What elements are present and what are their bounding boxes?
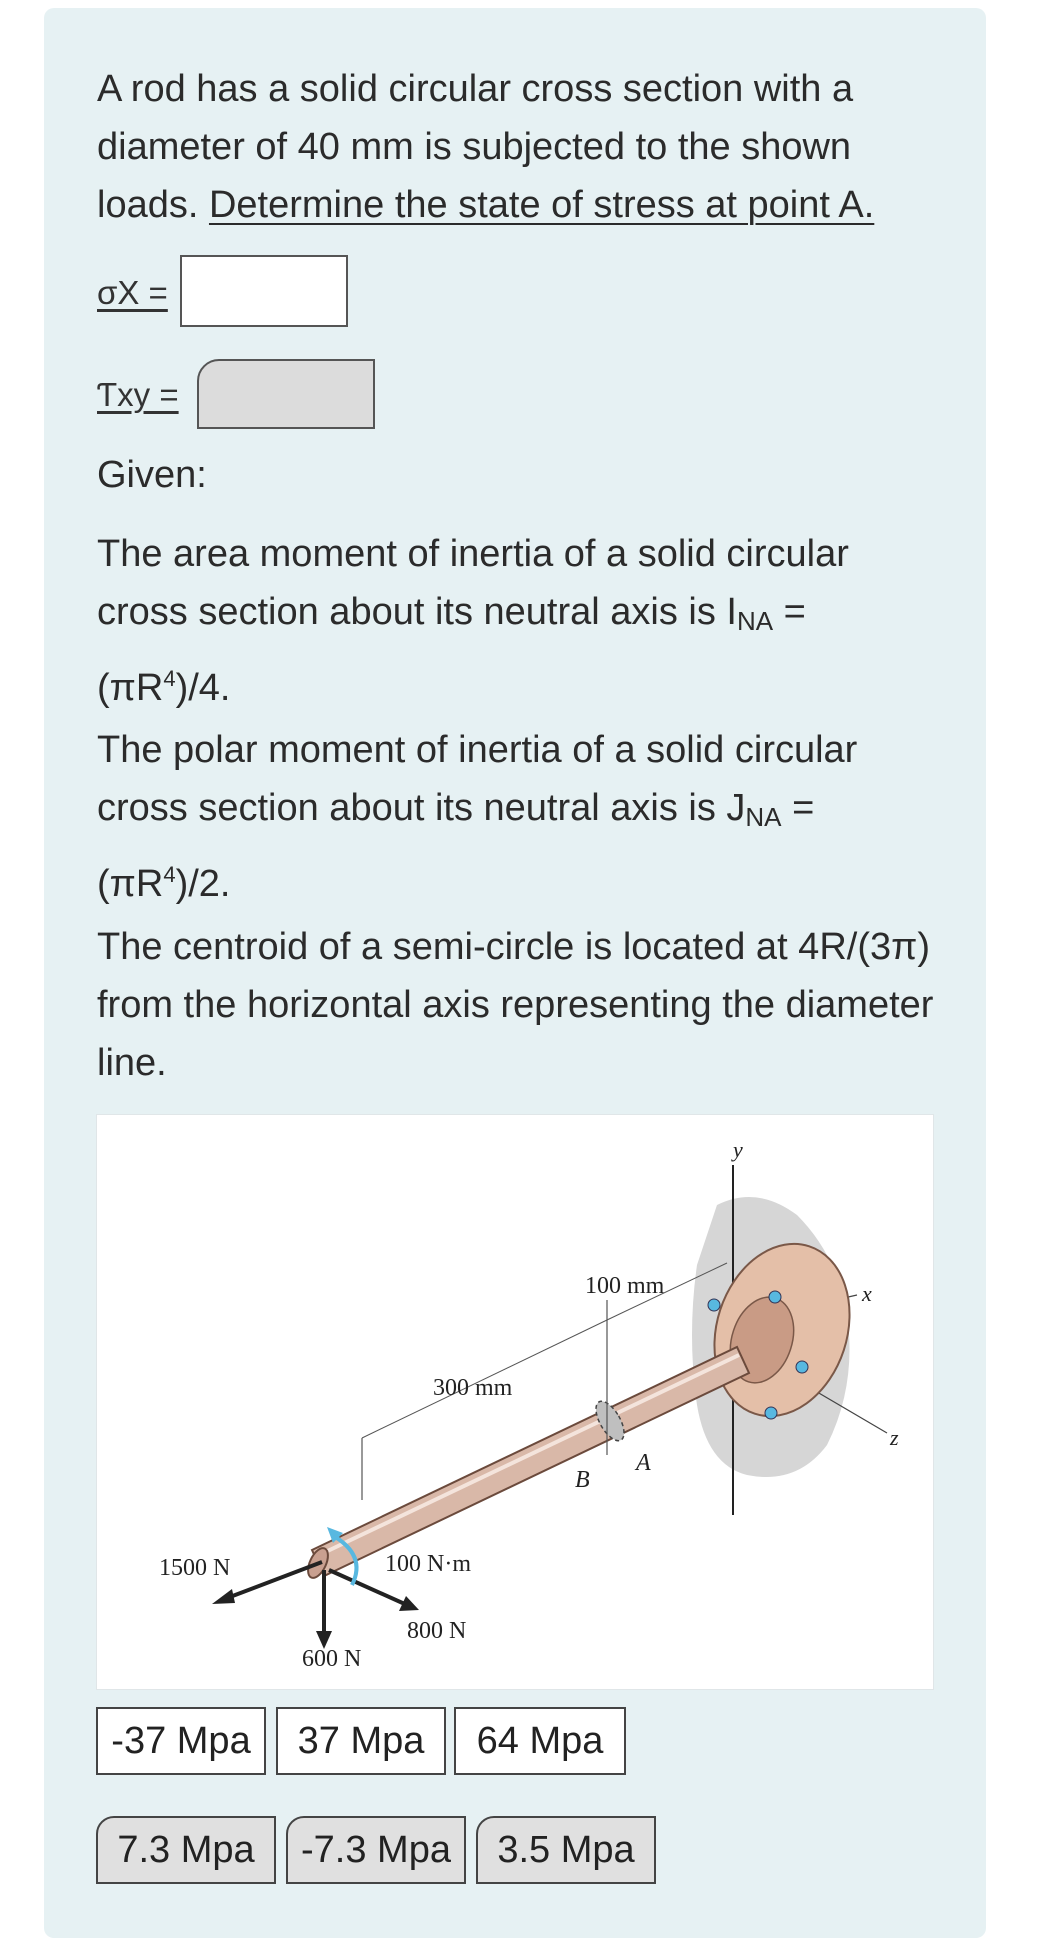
choice-chip[interactable]: 3.5 Mpa [476, 1816, 656, 1884]
choice-chip[interactable]: -7.3 Mpa [286, 1816, 466, 1884]
inertia-eq: = (πR [97, 591, 806, 709]
given-polar [97, 721, 937, 913]
polar-sub: NA [745, 802, 782, 832]
moment-100-label: 100 N·m [385, 1551, 471, 1577]
inertia-text: The area moment of inertia of a solid circular cross section about its neutral axis is I [97, 533, 849, 633]
rod-diagram [97, 1115, 933, 1689]
tau-xy-answer-box[interactable] [197, 359, 375, 429]
inertia-sub: NA [736, 606, 774, 636]
given-centroid: The centroid of a semi-circle is located at 4R/(3π) from the horizontal axis representing the diameter line. [97, 926, 934, 1084]
polar-exp: 4 [163, 862, 176, 887]
arrow-head-icon [212, 1589, 235, 1604]
choice-chip[interactable]: 64 Mpa [454, 1707, 626, 1775]
given-heading: Given: [97, 454, 207, 496]
load-800-label: 800 N [407, 1618, 467, 1644]
tau-xy-label: Ƭxy = [97, 376, 179, 413]
sigma-x-label: σX = [97, 274, 168, 311]
inertia-exp: 4 [163, 666, 176, 691]
given-inertia [97, 525, 937, 717]
x-axis-label: x [862, 1281, 872, 1306]
bolt-icon [769, 1291, 781, 1303]
rod-figure [96, 1114, 934, 1690]
problem-statement [97, 60, 937, 234]
rod-highlight [315, 1355, 739, 1557]
problem-task: Determine the state of stress at point A. [208, 184, 875, 226]
load-1500-arrow [222, 1562, 322, 1600]
problem-text: A rod has a solid circular cross section with a diameter of 40 mm is subjected to the shown loads. [97, 68, 854, 226]
bolt-icon [765, 1407, 777, 1419]
choice-chip[interactable]: 7.3 Mpa [96, 1816, 276, 1884]
dim-100-label: 100 mm [585, 1273, 665, 1299]
y-axis-label: y [733, 1137, 743, 1162]
dim-300-label: 300 mm [433, 1375, 513, 1401]
choice-chip[interactable]: 37 Mpa [276, 1707, 446, 1775]
load-600-label: 600 N [302, 1646, 362, 1672]
point-a-label: A [636, 1450, 651, 1476]
sigma-x-answer-box[interactable] [180, 255, 348, 327]
choice-chip[interactable]: -37 Mpa [96, 1707, 266, 1775]
polar-eq: = (πR [97, 787, 815, 905]
point-b-label: B [575, 1467, 590, 1493]
load-1500-label: 1500 N [159, 1555, 231, 1581]
z-axis-label: z [890, 1425, 899, 1450]
polar-text: The polar moment of inertia of a solid circular cross section about its neutral axis is J [97, 729, 858, 829]
bolt-icon [796, 1361, 808, 1373]
bolt-icon [708, 1299, 720, 1311]
polar-end: )/2. [175, 863, 231, 905]
inertia-end: )/4. [175, 667, 231, 709]
